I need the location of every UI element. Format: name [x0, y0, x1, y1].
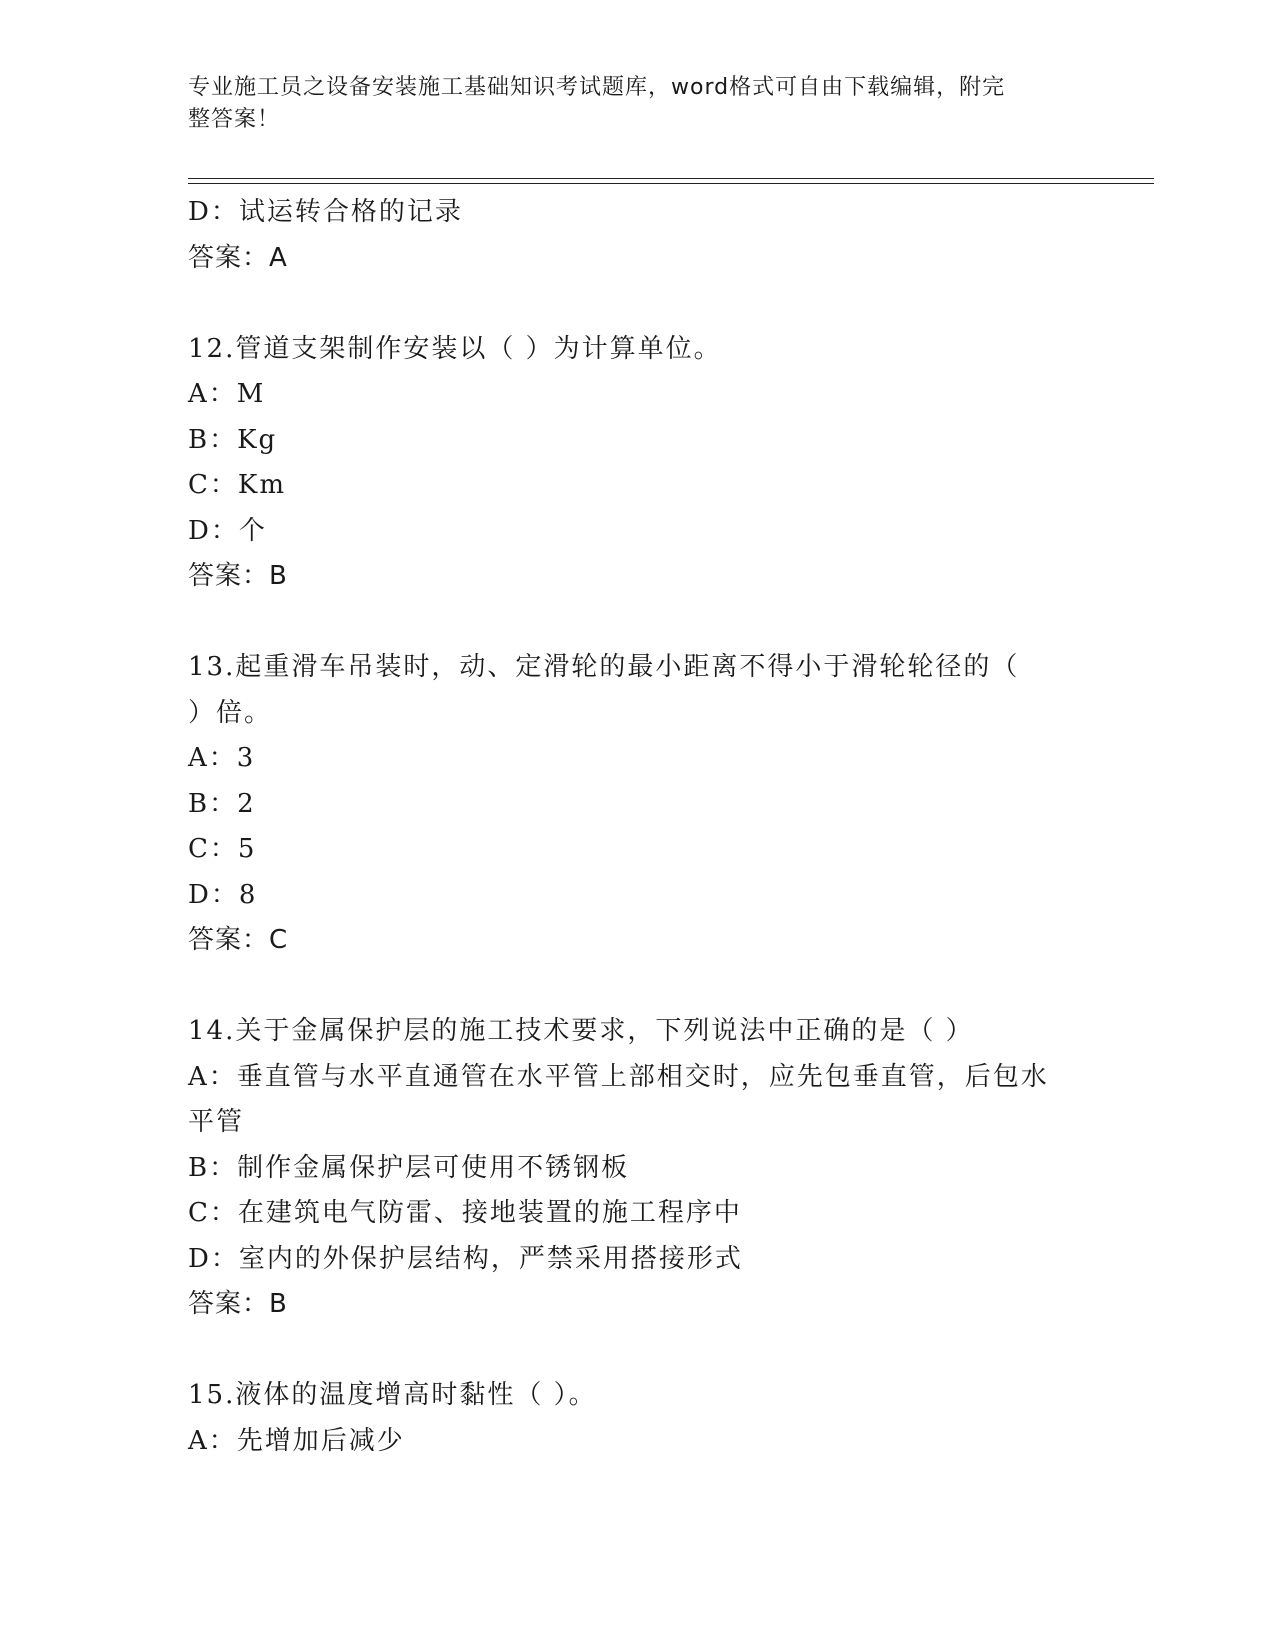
q15-option-a: A：先增加后减少 [188, 1425, 405, 1456]
header-line-2: 整答案！ [188, 107, 281, 132]
q13-option-a: A：3 [188, 743, 256, 773]
spacer [188, 1328, 1088, 1374]
header-line-1: 专业施工员之设备安装施工基础知识考试题库，word格式可自由下载编辑，附完 [188, 75, 1006, 100]
q12-answer: 答案：B [188, 561, 288, 591]
q14-question: 14.关于金属保护层的施工技术要求，下列说法中正确的是（ ） [188, 1016, 974, 1046]
q14-option-c: C：在建筑电气防雷、接地装置的施工程序中 [188, 1198, 742, 1228]
q15-question: 15.液体的温度增高时黏性（ ）。 [188, 1380, 597, 1410]
q14-option-d: D：室内的外保护层结构，严禁采用搭接形式 [188, 1243, 743, 1274]
header-rule-top [188, 178, 1154, 179]
q14-option-b: B：制作金属保护层可使用不锈钢板 [188, 1152, 630, 1183]
spacer [188, 600, 1088, 646]
spacer [188, 281, 1088, 327]
q14-option-a-line-2: 平管 [188, 1107, 245, 1137]
q12-question: 12.管道支架制作安装以（ ）为计算单位。 [188, 333, 722, 364]
q13-question-line-2: ）倍。 [188, 697, 273, 728]
q12-option-c: C：Km [188, 470, 286, 500]
q13-option-d: D：8 [188, 879, 258, 910]
question-list [188, 190, 1088, 1464]
q13-option-c: C：5 [188, 834, 257, 864]
q12-option-d: D：个 [188, 515, 267, 546]
spacer [188, 964, 1088, 1010]
q14-answer: 答案：B [188, 1289, 288, 1319]
q13-option-b: B：2 [188, 788, 256, 819]
q13-question-line-1: 13.起重滑车吊装时，动、定滑轮的最小距离不得小于滑轮轮径的（ [188, 652, 1020, 682]
q14-option-a-line-1: A：垂直管与水平直通管在水平管上部相交时，应先包垂直管，后包水 [188, 1061, 1049, 1092]
header-rule-bottom [188, 183, 1154, 184]
q12-option-b: B：Kg [188, 424, 278, 455]
q11-answer: 答案：A [188, 242, 288, 273]
q12-option-a: A：M [188, 379, 266, 409]
q11-option-d: D：试运转合格的记录 [188, 197, 463, 227]
page-header [188, 72, 1068, 136]
q13-answer: 答案：C [188, 925, 289, 955]
